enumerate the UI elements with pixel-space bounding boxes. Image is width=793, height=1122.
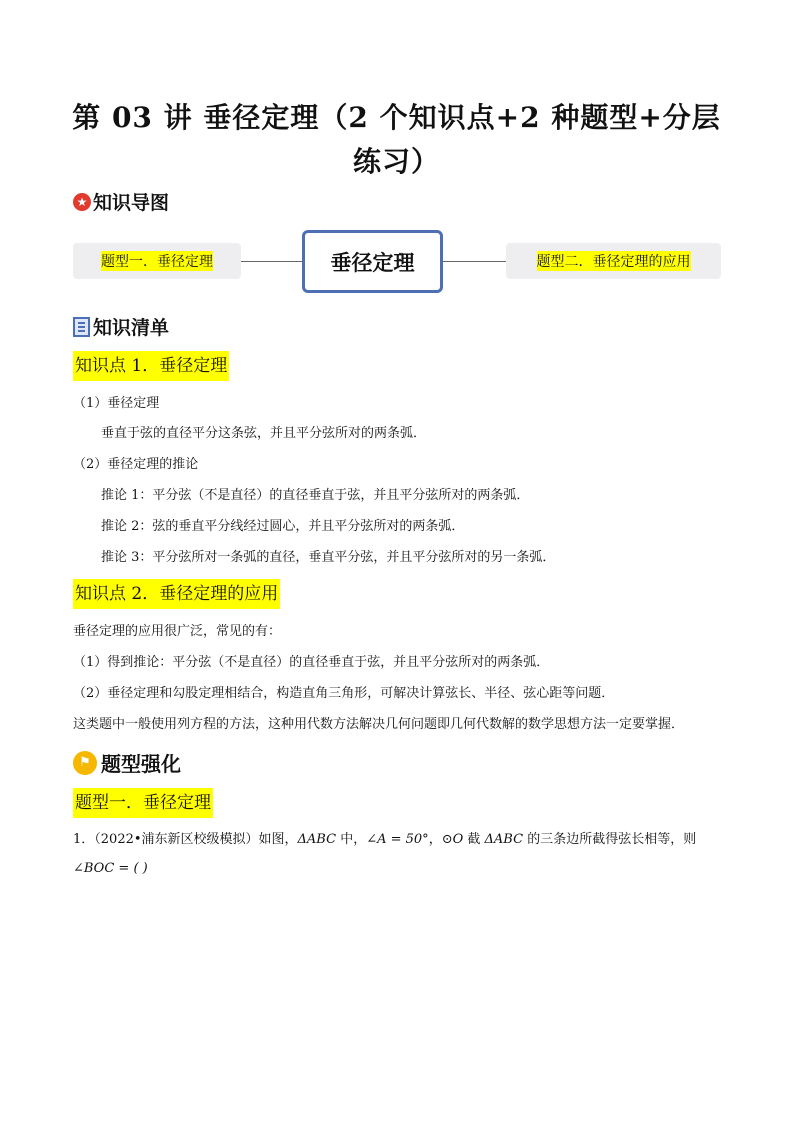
mindmap-node-left-label: 题型一．垂径定理 <box>101 251 213 271</box>
mindmap-node-right-label: 题型二．垂径定理的应用 <box>537 251 691 271</box>
section-mindmap-label: 知识导图 <box>93 192 170 214</box>
kp1-line-2: 垂直于弦的直径平分这条弦，并且平分弦所对的两条弧． <box>101 426 427 441</box>
section-types-heading <box>73 748 181 777</box>
mindmap-connector-left <box>241 261 302 262</box>
kp1-line-4: 推论 1：平分弦（不是直径）的直径垂直于弦，并且平分弦所对的两条弧． <box>101 488 530 503</box>
kp1-line-6: 推论 3：平分弦所对一条弧的直径，垂直平分弦，并且平分弦所对的另一条弧． <box>101 550 556 565</box>
kp2-line-4: 这类题中一般使用列方程的方法，这种用代数方法解决几何问题即几何代数解的数学思想方法一定要掌握． <box>73 717 685 732</box>
section-mindmap-heading <box>73 188 169 215</box>
knowledge-point-2-title: 知识点 2．垂径定理的应用 <box>73 579 280 609</box>
q1-text-1: 中， <box>336 832 367 847</box>
kp1-line-5: 推论 2：弦的垂直平分线经过圆心，并且平分弦所对的两条弧． <box>101 519 465 534</box>
mindmap-node-right <box>506 243 721 279</box>
kp2-line-1: 垂径定理的应用很广泛，常见的有： <box>73 624 282 639</box>
kp2-line-3: （2）垂径定理和勾股定理相结合，构造直角三角形，可解决计算弦长、半径、弦心距等问题． <box>73 686 615 701</box>
section-types-label: 题型强化 <box>101 752 181 776</box>
section-list-label: 知识清单 <box>93 317 170 339</box>
q1-triangle-abc: ΔABC <box>297 832 337 847</box>
mindmap-connector-right <box>443 261 506 262</box>
question-1-line-1 <box>73 831 696 849</box>
q1-prefix: 1．（2022•浦东新区校级模拟）如图， <box>73 832 298 847</box>
section-list-heading <box>73 313 169 340</box>
flag-icon: ⚑ <box>73 751 97 775</box>
type-1-title: 题型一．垂径定理 <box>73 788 213 818</box>
mindmap-center-node: 垂径定理 <box>302 230 443 293</box>
question-1-line-2: ∠BOC = ( ) <box>73 861 148 876</box>
knowledge-point-1-title: 知识点 1．垂径定理 <box>73 351 229 381</box>
q1-circle-o: ⊙O <box>441 832 464 847</box>
kp1-line-1: （1）垂径定理 <box>73 396 160 411</box>
q1-angle-a: ∠A = 50° <box>366 832 429 847</box>
q1-text-4: 的三条边所截得弦长相等，则 <box>523 832 697 847</box>
star-icon: ★ <box>73 193 91 211</box>
kp1-line-3: （2）垂径定理的推论 <box>73 457 199 472</box>
list-icon <box>73 317 90 337</box>
q1-triangle-abc-2: ΔABC <box>484 832 524 847</box>
page-title: 第 03 讲 垂径定理（2 个知识点+2 种题型+分层练习） <box>72 101 721 178</box>
q1-text-3: 截 <box>463 832 485 847</box>
kp2-line-2: （1）得到推论：平分弦（不是直径）的直径垂直于弦，并且平分弦所对的两条弧． <box>73 655 550 670</box>
q1-text-2: ， <box>428 832 442 847</box>
mindmap-node-left <box>73 243 241 279</box>
